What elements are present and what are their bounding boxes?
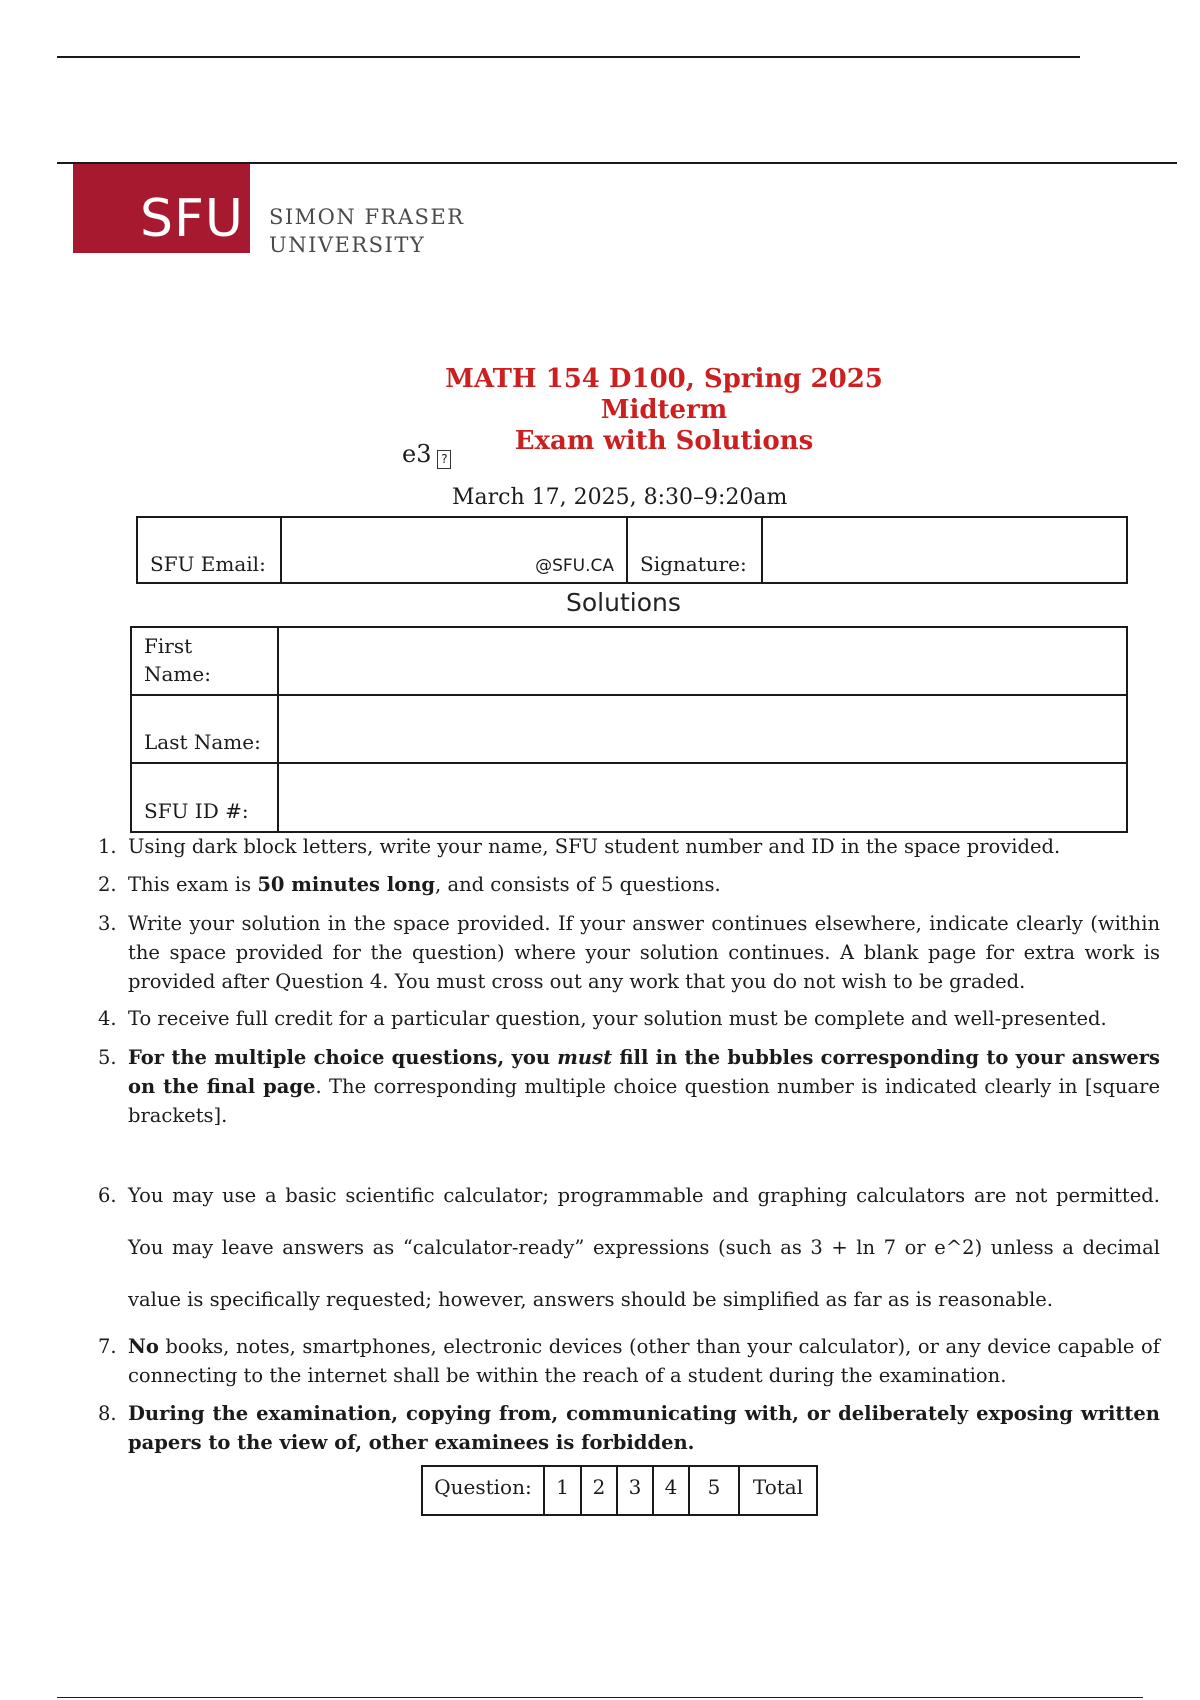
instruction-item: [90, 1004, 1160, 1033]
question-3-cell: 3: [618, 1467, 654, 1514]
instruction-text-bold: During the examination, copying from, communicating with, or deliberately exposing written papers to the view of, other examinees is forbidden.: [128, 1402, 1160, 1454]
instruction-item: [90, 1332, 1160, 1390]
instruction-text: To receive full credit for a particular question, your solution must be complete and well-presented.: [128, 1007, 1107, 1030]
question-5-cell: 5: [690, 1467, 740, 1514]
instruction-text-bold-b: fill in the bubbles corresponding to your answers on the final page: [128, 1046, 1160, 1098]
sfu-id-row: [132, 764, 1126, 831]
email-input-cell[interactable]: [282, 518, 628, 582]
exam-title-line-1: MATH 154 D100, Spring 2025 Midterm: [445, 364, 883, 425]
instruction-number: 3.: [98, 912, 117, 935]
missing-glyph-icon: ?: [437, 450, 451, 469]
question-4-cell: 4: [654, 1467, 690, 1514]
instruction-text: You may use a basic scientific calculator; programmable and graphing calculators are not permitted. You may leave answers as “calculator-ready” expressions (such as 3 + ln 7 or e^2) unless a decimal value is specifically requested; however, answers should be simplified as far as is reasonable.: [128, 1184, 1160, 1311]
instruction-item: [90, 909, 1160, 996]
question-2-cell: 2: [582, 1467, 618, 1514]
instruction-text-bold: No: [128, 1335, 159, 1358]
instruction-text-emphasis: must: [557, 1046, 613, 1069]
instruction-text: Using dark block letters, write your name, SFU student number and ID in the space provided.: [128, 835, 1061, 858]
last-name-row: [132, 696, 1126, 764]
instruction-text-post: . The corresponding multiple choice question number is indicated clearly in [square brackets].: [128, 1075, 1160, 1127]
last-name-label: Last Name:: [144, 730, 261, 754]
sfu-logo-mark: [73, 164, 250, 253]
instruction-item: [90, 1170, 1160, 1326]
university-line-2: UNIVERSITY: [269, 233, 426, 257]
instruction-number: 6.: [98, 1184, 117, 1207]
email-domain: @SFU.CA: [535, 556, 614, 576]
student-info-table: [130, 626, 1128, 833]
exam-instructions: [90, 832, 1160, 1457]
university-name: [269, 203, 465, 259]
instruction-item: [90, 870, 1160, 899]
instruction-number: 1.: [98, 835, 117, 858]
instruction-text-bold: 50 minutes long: [257, 873, 436, 896]
sfu-id-field[interactable]: [279, 764, 1126, 831]
email-label: SFU Email:: [150, 552, 266, 576]
first-name-label-cell: [132, 628, 279, 694]
last-name-label-cell: [132, 696, 279, 762]
exam-title: [380, 364, 948, 457]
instruction-item: [90, 1399, 1160, 1457]
instruction-item: [90, 1043, 1160, 1130]
exam-code-text: e3: [402, 440, 432, 468]
top-rule: [57, 56, 1080, 58]
instruction-number: 8.: [98, 1402, 117, 1425]
instruction-text-bold-a: For the multiple choice questions, you: [128, 1046, 558, 1069]
instruction-text: Write your solution in the space provided. If your answer continues elsewhere, indicate clearly (within the space provided for the question) where your solution continues. A blank page for extra work is provided after Question 4. You must cross out any work that you do not wish to be graded.: [128, 912, 1160, 993]
first-name-field[interactable]: [279, 628, 1126, 694]
instruction-number: 4.: [98, 1007, 117, 1030]
instruction-number: 5.: [98, 1046, 117, 1069]
sfu-id-label-cell: [132, 764, 279, 831]
logo-mark-text: SFU: [140, 189, 244, 249]
exam-code: [402, 440, 451, 469]
signature-label: Signature:: [640, 552, 747, 576]
signature-input-cell[interactable]: [763, 518, 1126, 582]
instruction-number: 2.: [98, 873, 117, 896]
question-total-cell: Total: [752, 1475, 804, 1499]
instruction-text-post: books, notes, smartphones, electronic devices (other than your calculator), or any device capable of connecting to the internet shall be within the reach of a student during the examination.: [128, 1335, 1160, 1387]
instruction-text-pre: This exam is: [128, 873, 258, 896]
exam-date: March 17, 2025, 8:30–9:20am: [452, 485, 788, 510]
last-name-field[interactable]: [279, 696, 1126, 762]
bottom-rule: [57, 1697, 1143, 1698]
instruction-number: 7.: [98, 1335, 117, 1358]
solutions-label: Solutions: [566, 588, 681, 617]
signature-label-cell: [628, 518, 763, 582]
first-name-label: First Name:: [144, 634, 211, 686]
first-name-row: [132, 628, 1126, 696]
email-label-cell: [138, 518, 282, 582]
exam-title-line-2: Exam with Solutions: [514, 426, 814, 456]
instruction-text-post: , and consists of 5 questions.: [435, 873, 721, 896]
sfu-id-label: SFU ID #:: [144, 799, 249, 823]
question-header-cell: Question:: [423, 1467, 545, 1514]
email-signature-table: [136, 516, 1128, 584]
instruction-item: [90, 832, 1160, 861]
university-line-1: SIMON FRASER: [269, 205, 465, 229]
question-score-table: [421, 1465, 818, 1516]
question-1-cell: 1: [545, 1467, 582, 1514]
